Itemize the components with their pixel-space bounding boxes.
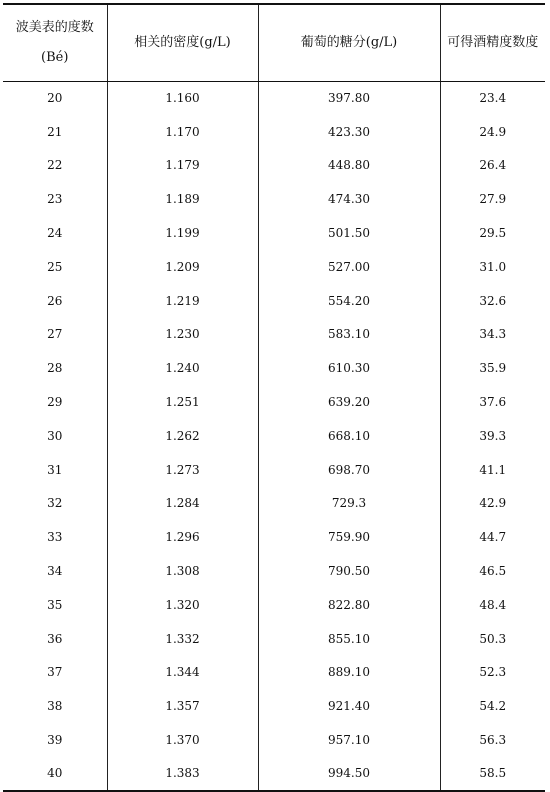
cell-density: 1.344 (107, 656, 258, 690)
cell-grape-sugar: 889.10 (258, 656, 440, 690)
cell-baume-degree: 34 (47, 564, 63, 579)
cell-density: 1.160 (107, 81, 258, 115)
cell-alcohol-degree: 44.7 (440, 520, 545, 554)
table-row (3, 149, 545, 183)
cell-grape-sugar: 957.10 (258, 723, 440, 757)
cell-grape-sugar: 397.80 (258, 81, 440, 115)
cell-alcohol-degree: 31.0 (440, 250, 545, 284)
cell-grape-sugar: 527.00 (258, 250, 440, 284)
cell-grape-sugar: 790.50 (258, 554, 440, 588)
cell-baume-degree: 38 (47, 699, 63, 714)
table-row (3, 453, 545, 487)
cell-baume-degree: 36 (47, 631, 63, 646)
cell-baume-degree: 33 (47, 530, 63, 545)
cell-alcohol-degree: 39.3 (440, 419, 545, 453)
cell-alcohol-degree: 48.4 (440, 588, 545, 622)
cell-baume-degree: 37 (47, 665, 63, 680)
cell-baume-degree: 40 (3, 757, 107, 791)
header-baume-degree: 波美表的度数(Bé) (3, 4, 107, 81)
header-row (3, 4, 545, 81)
cell-alcohol-degree: 26.4 (440, 149, 545, 183)
table-row (3, 419, 545, 453)
cell-baume-degree: 22 (47, 158, 63, 173)
header-grape-sugar: 葡萄的糖分(g/L) (258, 4, 440, 81)
table-row (3, 622, 545, 656)
cell-grape-sugar: 423.30 (258, 115, 440, 149)
cell-density: 1.383 (107, 757, 258, 791)
cell-baume-degree: 26 (47, 293, 63, 308)
cell-alcohol-degree: 50.3 (440, 622, 545, 656)
cell-alcohol-degree: 52.3 (440, 656, 545, 690)
cell-alcohol-degree: 24.9 (440, 115, 545, 149)
cell-baume-degree: 25 (47, 259, 63, 274)
table-row (3, 520, 545, 554)
cell-baume-degree: 24 (47, 226, 63, 241)
cell-density: 1.199 (107, 216, 258, 250)
table-row (3, 554, 545, 588)
cell-baume-degree: 20 (47, 91, 63, 106)
cell-grape-sugar: 759.90 (258, 520, 440, 554)
table-row (3, 351, 545, 385)
cell-density: 1.357 (107, 689, 258, 723)
cell-grape-sugar: 583.10 (258, 318, 440, 352)
baume-sugar-alcohol-table (3, 3, 545, 792)
cell-density: 1.308 (107, 554, 258, 588)
cell-baume-degree: 35 (47, 597, 63, 612)
cell-grape-sugar: 474.30 (258, 182, 440, 216)
cell-alcohol-degree: 56.3 (440, 723, 545, 757)
table-row (3, 723, 545, 757)
cell-density: 1.209 (107, 250, 258, 284)
cell-baume-degree: 39 (47, 733, 63, 748)
cell-grape-sugar: 822.80 (258, 588, 440, 622)
cell-density: 1.189 (107, 182, 258, 216)
table-row (3, 250, 545, 284)
cell-grape-sugar: 448.80 (258, 149, 440, 183)
table-body (3, 81, 545, 791)
table-header (3, 4, 545, 81)
cell-grape-sugar: 501.50 (258, 216, 440, 250)
table-row (3, 385, 545, 419)
cell-grape-sugar: 639.20 (258, 385, 440, 419)
header-density: 相关的密度(g/L) (107, 4, 258, 81)
table-row (3, 588, 545, 622)
cell-density: 1.284 (107, 487, 258, 521)
cell-grape-sugar: 698.70 (258, 453, 440, 487)
cell-density: 1.230 (107, 318, 258, 352)
cell-baume-degree: 23 (47, 192, 63, 207)
table-row (3, 216, 545, 250)
cell-grape-sugar: 921.40 (258, 689, 440, 723)
table-row (3, 284, 545, 318)
cell-density: 1.370 (107, 723, 258, 757)
cell-alcohol-degree: 54.2 (440, 689, 545, 723)
table-row (3, 689, 545, 723)
cell-density: 1.170 (107, 115, 258, 149)
cell-alcohol-degree: 58.5 (440, 757, 545, 791)
cell-grape-sugar: 610.30 (258, 351, 440, 385)
cell-alcohol-degree: 46.5 (440, 554, 545, 588)
cell-baume-degree: 21 (47, 124, 63, 139)
cell-density: 1.332 (107, 622, 258, 656)
cell-density: 1.219 (107, 284, 258, 318)
cell-baume-degree: 29 (47, 395, 63, 410)
cell-density: 1.273 (107, 453, 258, 487)
cell-alcohol-degree: 35.9 (440, 351, 545, 385)
table-row (3, 182, 545, 216)
cell-grape-sugar: 855.10 (258, 622, 440, 656)
cell-baume-degree: 28 (47, 361, 63, 376)
cell-density: 1.179 (107, 149, 258, 183)
cell-baume-degree: 32 (47, 496, 63, 511)
cell-baume-degree: 31 (47, 462, 63, 477)
table-row (3, 757, 545, 791)
cell-alcohol-degree: 41.1 (440, 453, 545, 487)
cell-alcohol-degree: 27.9 (440, 182, 545, 216)
cell-density: 1.240 (107, 351, 258, 385)
cell-density: 1.320 (107, 588, 258, 622)
header-alcohol-degree: 可得酒精度数度 (440, 4, 545, 81)
cell-grape-sugar: 554.20 (258, 284, 440, 318)
table-row (3, 656, 545, 690)
cell-alcohol-degree: 32.6 (440, 284, 545, 318)
table-row (3, 81, 545, 115)
table-row (3, 115, 545, 149)
cell-density: 1.262 (107, 419, 258, 453)
cell-alcohol-degree: 34.3 (440, 318, 545, 352)
cell-alcohol-degree: 23.4 (440, 81, 545, 115)
cell-density: 1.251 (107, 385, 258, 419)
cell-alcohol-degree: 42.9 (440, 487, 545, 521)
cell-density: 1.296 (107, 520, 258, 554)
cell-alcohol-degree: 37.6 (440, 385, 545, 419)
cell-grape-sugar: 668.10 (258, 419, 440, 453)
cell-grape-sugar: 729.3 (258, 487, 440, 521)
cell-grape-sugar: 994.50 (258, 757, 440, 791)
table-row (3, 487, 545, 521)
table-row (3, 318, 545, 352)
cell-baume-degree: 27 (47, 327, 63, 342)
cell-baume-degree: 30 (47, 428, 63, 443)
cell-alcohol-degree: 29.5 (440, 216, 545, 250)
